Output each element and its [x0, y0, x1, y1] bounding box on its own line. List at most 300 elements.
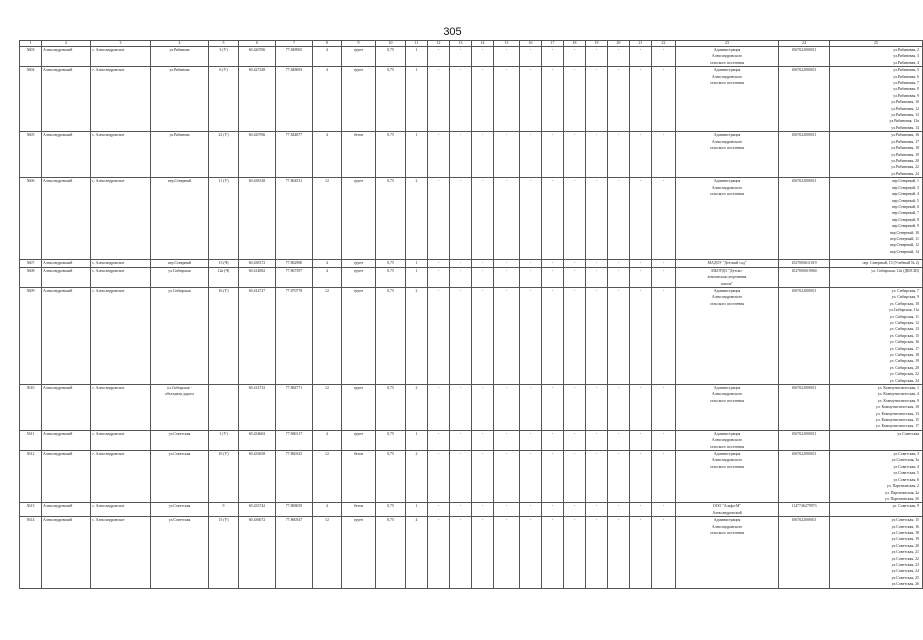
settlement-cell: с. Александровское — [91, 430, 151, 450]
street-cell: ул.Рябинова — [151, 132, 209, 178]
column-22-cell: - — [652, 287, 676, 384]
latitude-cell: 60.429766 — [239, 132, 276, 178]
column-17-cell: - — [542, 178, 564, 260]
owner-cell — [676, 385, 779, 431]
table-row — [20, 517, 923, 588]
cell-line: ул.Советская, 5 — [893, 471, 919, 476]
owner-cell — [676, 132, 779, 178]
column-number-header: 12 — [428, 41, 450, 47]
cell-line: пер. Северный, 13 (Учебный № 2) — [862, 261, 919, 266]
house-cell: 15 (У) — [209, 517, 239, 588]
cell-line: Александровского — [711, 295, 743, 300]
row-number-cell: 5606 — [20, 178, 42, 260]
cell-line: ул. Коммунистическая, 1 — [877, 386, 919, 390]
column-15-cell: - — [494, 451, 520, 503]
street-cell: пер.Северный — [151, 178, 209, 260]
column-number-header: 9 — [342, 41, 376, 47]
owner-cell — [676, 517, 779, 588]
cell-line: ул.Рябиновая, 7 — [893, 81, 919, 86]
cell-line: пер.Северный, 10 — [889, 230, 919, 235]
column-number-header: 6 — [239, 41, 276, 47]
house-cell: 3 (У) — [209, 47, 239, 67]
column-16-cell: - — [520, 178, 542, 260]
ogrn-cell: 1067022000011 — [779, 132, 830, 178]
row-number-cell: 5612 — [20, 451, 42, 503]
column-16-cell: - — [520, 132, 542, 178]
district-cell: Александровский — [42, 260, 91, 267]
cell-line: ул. Коммунистическая, 10 — [875, 405, 919, 410]
cell-line: сельского поселения — [709, 464, 745, 469]
column-13-cell: - — [450, 47, 472, 67]
cell-line: ул.Рябиновая, 20 — [891, 158, 919, 163]
column-14-cell: - — [472, 267, 494, 287]
column-20-cell: - — [608, 287, 630, 384]
column-12-cell: - — [428, 178, 450, 260]
column-number-header: 8 — [313, 41, 342, 47]
cell-line: ул.Рябиновая, 19 — [891, 152, 919, 157]
district-cell: Александровский — [42, 267, 91, 287]
settlement-cell: с. Александровское — [91, 260, 151, 267]
column-18-cell: - — [564, 517, 586, 588]
latitude-cell: 60.436072 — [239, 517, 276, 588]
column-15-cell: - — [494, 132, 520, 178]
column-20-cell: - — [608, 260, 630, 267]
surface-cell: грунт — [342, 385, 376, 431]
cell-line: ул.Рябиновая, 16 — [891, 133, 919, 138]
column-number-header: 15 — [494, 41, 520, 47]
column-21-cell: - — [630, 451, 652, 503]
area-cell: 4 — [313, 503, 342, 517]
cell-line: Администрация — [713, 452, 741, 457]
column-18-cell: - — [564, 67, 586, 132]
column-number-header: 17 — [542, 41, 564, 47]
column-14-cell: - — [472, 178, 494, 260]
column-14-cell: - — [472, 47, 494, 67]
cell-line: сельского поселения — [709, 81, 745, 86]
latitude-cell: 60.438128 — [239, 178, 276, 260]
longitude-cell: 77.864531 — [276, 178, 313, 260]
column-20-cell: - — [608, 132, 630, 178]
district-cell: Александровский — [42, 178, 91, 260]
served-addresses-cell — [830, 67, 923, 132]
area-cell: 12 — [313, 517, 342, 588]
house-cell: 1 (У) — [209, 430, 239, 450]
street-cell: ул.Сибирская — [151, 287, 209, 384]
column-12-cell: - — [428, 67, 450, 132]
district-cell: Александровский — [42, 451, 91, 503]
column-13-cell: - — [450, 287, 472, 384]
cell-line: ул.Советская, 3 — [893, 452, 919, 457]
owner-cell — [676, 178, 779, 260]
column-13-cell: - — [450, 67, 472, 132]
cell-line: ул. Сибирская, 12а (ДЮСШ) — [871, 268, 919, 273]
column-16-cell: - — [520, 287, 542, 384]
longitude-cell: 77.844877 — [276, 132, 313, 178]
column-20-cell: - — [608, 385, 630, 431]
column-12-cell: - — [428, 385, 450, 431]
cell-line: пер.Северный, 1 — [891, 179, 919, 184]
column-19-cell: - — [586, 132, 608, 178]
served-addresses-cell — [830, 267, 923, 287]
surface-cell: грунт — [342, 260, 376, 267]
longitude-cell: 77.860117 — [276, 430, 313, 450]
area-cell: 4 — [313, 430, 342, 450]
row-number-cell: 5610 — [20, 385, 42, 431]
cell-line: ул. Партизанская, 2б — [884, 496, 919, 501]
column-22-cell: - — [652, 451, 676, 503]
column-number-header: 13 — [450, 41, 472, 47]
cell-line: ул.Рябиновая, 3 — [893, 54, 919, 59]
column-17-cell: - — [542, 47, 564, 67]
container-count-cell: 1 — [406, 47, 428, 67]
owner-cell — [676, 260, 779, 267]
latitude-cell: 60.427248 — [239, 67, 276, 132]
column-21-cell: - — [630, 385, 652, 431]
surface-cell: грунт — [342, 67, 376, 132]
area-cell: 4 — [313, 67, 342, 132]
row-number-cell: 5603 — [20, 47, 42, 67]
column-13-cell: - — [450, 451, 472, 503]
column-17-cell: - — [542, 260, 564, 267]
cell-line: ул.Советская, 18 — [891, 530, 919, 535]
latitude-cell: 60.434663 — [239, 430, 276, 450]
cell-line: ул. Партизанская, 2 — [886, 484, 919, 489]
cell-line: ул.Советская, 23 — [891, 562, 919, 567]
column-22-cell: - — [652, 67, 676, 132]
cell-line: ул. Коммунистическая, 9 — [877, 398, 919, 403]
column-21-cell: - — [630, 178, 652, 260]
container-volume-cell: 0,75 — [376, 385, 406, 431]
longitude-cell: 77.867397 — [276, 267, 313, 287]
longitude-cell: 77.860325 — [276, 451, 313, 503]
row-number-cell: 5609 — [20, 287, 42, 384]
table-row — [20, 132, 923, 178]
owner-cell — [676, 267, 779, 287]
column-19-cell: - — [586, 267, 608, 287]
row-number-cell: 5611 — [20, 430, 42, 450]
area-cell: 4 — [313, 47, 342, 67]
ogrn-cell: 1067022000011 — [779, 385, 830, 431]
cell-line: ул.Рябиновая, 10 — [891, 100, 919, 105]
column-19-cell: - — [586, 178, 608, 260]
cell-line: ул. Советская, 9 — [892, 504, 919, 509]
column-13-cell: - — [450, 178, 472, 260]
ogrn-cell: 1027000619060 — [779, 267, 830, 287]
column-number-header: 4 — [151, 41, 209, 47]
ogrn-cell: 1067022000011 — [779, 517, 830, 588]
street-cell — [151, 385, 209, 431]
column-15-cell: - — [494, 260, 520, 267]
column-17-cell: - — [542, 132, 564, 178]
cell-line: пер.Северный, 4 — [891, 192, 919, 197]
cell-line: ул. Сибирская, 18 — [889, 352, 919, 357]
column-20-cell: - — [608, 178, 630, 260]
ogrn-cell: 1067022000011 — [779, 67, 830, 132]
table-row — [20, 451, 923, 503]
cell-line: Администрация — [713, 179, 741, 184]
cell-line: ул.Советская, 26 — [891, 582, 919, 587]
cell-line: ул. Партизанская, 2а — [885, 490, 919, 495]
container-count-cell: 1 — [406, 430, 428, 450]
cell-line: ул.Советская, 24 — [891, 569, 919, 574]
column-19-cell: - — [586, 287, 608, 384]
cell-line: Александровского — [711, 54, 743, 59]
cell-line: ул.Рябиновая, 9 — [893, 93, 919, 98]
district-cell: Александровский — [42, 503, 91, 517]
cell-line: ул.Рябиновая, 18 — [891, 146, 919, 151]
column-12-cell: - — [428, 451, 450, 503]
registry-table — [19, 40, 923, 589]
cell-line: ул. Сибирская, 15 — [889, 333, 919, 338]
street-cell: ул.Рябинова — [151, 47, 209, 67]
column-18-cell: - — [564, 267, 586, 287]
latitude-cell: 60.433658 — [239, 451, 276, 503]
column-16-cell: - — [520, 267, 542, 287]
column-14-cell: - — [472, 451, 494, 503]
column-16-cell: - — [520, 451, 542, 503]
column-16-cell: - — [520, 517, 542, 588]
ogrn-cell: 1067022000011 — [779, 430, 830, 450]
cell-line: ул.Рябиновая, 6 — [893, 74, 919, 79]
owner-cell — [676, 47, 779, 67]
column-15-cell: - — [494, 385, 520, 431]
column-number-header: 16 — [520, 41, 542, 47]
cell-line: ул. Коммунистическая, 17 — [875, 424, 919, 429]
column-21-cell: - — [630, 287, 652, 384]
container-count-cell: 2 — [406, 451, 428, 503]
latitude-cell: 60.414733 — [239, 385, 276, 431]
table-row — [20, 430, 923, 450]
cell-line: ул. Сибирская, 22 — [889, 372, 919, 377]
surface-cell: грунт — [342, 178, 376, 260]
street-cell: ул.Советская — [151, 430, 209, 450]
container-count-cell: 1 — [406, 132, 428, 178]
street-cell: ул.Советская — [151, 517, 209, 588]
district-cell: Александровский — [42, 430, 91, 450]
container-volume-cell: 0,75 — [376, 267, 406, 287]
served-addresses-cell — [830, 430, 923, 450]
column-14-cell: - — [472, 517, 494, 588]
column-13-cell: - — [450, 517, 472, 588]
house-cell: 16 (У) — [209, 287, 239, 384]
container-volume-cell: 0,75 — [376, 287, 406, 384]
settlement-cell: с. Александровское — [91, 67, 151, 132]
column-13-cell: - — [450, 132, 472, 178]
column-21-cell: - — [630, 430, 652, 450]
cell-line: Александровского — [711, 438, 743, 443]
district-cell: Александровский — [42, 517, 91, 588]
column-22-cell: - — [652, 517, 676, 588]
house-cell: 11 (У) — [209, 178, 239, 260]
cell-line: пер.Северный, 11 — [889, 236, 919, 241]
cell-line: Администрация — [713, 518, 741, 523]
column-17-cell: - — [542, 385, 564, 431]
house-cell: 12а (Ч) — [209, 267, 239, 287]
cell-line: пер.Северный, 14 — [889, 249, 919, 254]
column-17-cell: - — [542, 267, 564, 287]
cell-line: Александровского — [711, 392, 743, 397]
cell-line: ул.Рябиновая, 2 — [893, 48, 919, 52]
column-20-cell: - — [608, 503, 630, 517]
column-19-cell: - — [586, 503, 608, 517]
served-addresses-cell — [830, 178, 923, 260]
column-12-cell: - — [428, 287, 450, 384]
served-addresses-cell — [830, 47, 923, 67]
ogrn-cell: 1067022000011 — [779, 451, 830, 503]
cell-line: ул. Сибирская, 24 — [889, 378, 919, 383]
column-number-header: 5 — [209, 41, 239, 47]
area-cell: 12 — [313, 287, 342, 384]
cell-line: пер.Северный, 3 — [891, 185, 919, 190]
cell-line: пер.Северный, 9 — [891, 224, 919, 229]
settlement-cell: с. Александровское — [91, 503, 151, 517]
container-volume-cell: 0,75 — [376, 67, 406, 132]
latitude-cell: 60.414082 — [239, 267, 276, 287]
area-cell: 4 — [313, 260, 342, 267]
column-15-cell: - — [494, 178, 520, 260]
house-cell: 6 (У) — [209, 67, 239, 132]
table-row — [20, 67, 923, 132]
cell-line: ул. Сибирская, 16 — [889, 340, 919, 345]
column-18-cell: - — [564, 260, 586, 267]
column-16-cell: - — [520, 503, 542, 517]
district-cell: Александровский — [42, 132, 91, 178]
column-21-cell: - — [630, 260, 652, 267]
column-16-cell: - — [520, 67, 542, 132]
row-number-cell: 5604 — [20, 67, 42, 132]
container-count-cell: 1 — [406, 67, 428, 132]
served-addresses-cell — [830, 451, 923, 503]
container-volume-cell: 0,75 — [376, 47, 406, 67]
cell-line: ул. Сибирская, 13 — [889, 327, 919, 332]
page-number: 305 — [443, 26, 462, 38]
column-15-cell: - — [494, 430, 520, 450]
served-addresses-cell — [830, 287, 923, 384]
surface-cell: грунт — [342, 47, 376, 67]
longitude-cell: 77.860547 — [276, 517, 313, 588]
column-22-cell: - — [652, 132, 676, 178]
cell-line: ул.Рябиновая, 4 — [893, 60, 919, 65]
column-19-cell: - — [586, 451, 608, 503]
cell-line: ул.Рябиновая, 22 — [891, 165, 919, 170]
container-volume-cell: 0,75 — [376, 430, 406, 450]
column-22-cell: - — [652, 385, 676, 431]
cell-line: ул.Рябиновая, 17 — [891, 139, 919, 144]
settlement-cell: с. Александровское — [91, 451, 151, 503]
container-count-cell: 2 — [406, 385, 428, 431]
container-count-cell: 2 — [406, 287, 428, 384]
owner-cell — [676, 430, 779, 450]
cell-line: ул. Сибирская, 11 — [889, 314, 919, 319]
container-volume-cell: 0,75 — [376, 503, 406, 517]
cell-line: Александровский — [712, 510, 742, 515]
column-12-cell: - — [428, 430, 450, 450]
surface-cell: грунт — [342, 287, 376, 384]
area-cell: 12 — [313, 451, 342, 503]
column-18-cell: - — [564, 178, 586, 260]
cell-line: ул. Сибирская, 17 — [889, 346, 919, 351]
served-addresses-cell — [830, 385, 923, 431]
cell-line: сельского поселения — [709, 398, 745, 403]
container-volume-cell: 0,75 — [376, 178, 406, 260]
column-number-header: 11 — [406, 41, 428, 47]
cell-line: пер.Северный, 7 — [891, 211, 919, 216]
column-18-cell: - — [564, 385, 586, 431]
cell-line: ул.Сибирская - — [167, 386, 192, 390]
longitude-cell: 77.870778 — [276, 287, 313, 384]
table-body — [20, 47, 923, 589]
longitude-cell: 77.884771 — [276, 385, 313, 431]
ogrn-cell: 1027000611019 — [779, 260, 830, 267]
column-16-cell: - — [520, 430, 542, 450]
column-21-cell: - — [630, 267, 652, 287]
street-cell: ул.Сибирская — [151, 267, 209, 287]
column-14-cell: - — [472, 385, 494, 431]
column-12-cell: - — [428, 132, 450, 178]
settlement-cell: с. Александровское — [91, 517, 151, 588]
cell-line: Александровского — [711, 185, 743, 190]
house-cell: 10 (У) — [209, 451, 239, 503]
latitude-cell: 60.433742 — [239, 503, 276, 517]
column-number-header: 3 — [91, 41, 151, 47]
column-17-cell: - — [542, 287, 564, 384]
cell-line: Александровского — [711, 524, 743, 529]
column-16-cell: - — [520, 385, 542, 431]
column-21-cell: - — [630, 132, 652, 178]
served-addresses-cell — [830, 260, 923, 267]
container-count-cell: 4 — [406, 517, 428, 588]
street-cell: пер Северный — [151, 260, 209, 267]
column-14-cell: - — [472, 503, 494, 517]
cell-line: Администрация — [713, 386, 741, 390]
settlement-cell: с. Александровское — [91, 178, 151, 260]
column-number-header: 24 — [779, 41, 830, 47]
cell-line: ул.Рябиновая, 12 — [891, 106, 919, 111]
cell-line: сельского поселения — [709, 146, 745, 151]
column-15-cell: - — [494, 67, 520, 132]
cell-line: объездная дорога — [165, 392, 194, 397]
column-18-cell: - — [564, 430, 586, 450]
container-volume-cell: 0,75 — [376, 451, 406, 503]
column-18-cell: - — [564, 287, 586, 384]
column-number-header: 22 — [652, 41, 676, 47]
column-19-cell: - — [586, 430, 608, 450]
column-18-cell: - — [564, 47, 586, 67]
ogrn-cell: 1147746279973 — [779, 503, 830, 517]
column-16-cell: - — [520, 260, 542, 267]
street-cell: ул.Рябинова — [151, 67, 209, 132]
cell-line: пер.Северный, 8 — [891, 217, 919, 222]
cell-line: ул. Сибирская, 10 — [889, 301, 919, 306]
column-20-cell: - — [608, 47, 630, 67]
column-20-cell: - — [608, 67, 630, 132]
column-17-cell: - — [542, 430, 564, 450]
column-21-cell: - — [630, 67, 652, 132]
column-19-cell: - — [586, 47, 608, 67]
owner-cell — [676, 451, 779, 503]
column-18-cell: - — [564, 451, 586, 503]
column-15-cell: - — [494, 47, 520, 67]
district-cell: Александровский — [42, 385, 91, 431]
column-12-cell: - — [428, 47, 450, 67]
settlement-cell: с. Александровское — [91, 267, 151, 287]
cell-line: ООО "Альфа-М" — [712, 504, 742, 509]
cell-line: ул.Советская, 22 — [891, 556, 919, 561]
latitude-cell: 60.438172 — [239, 260, 276, 267]
cell-line: Администрация — [713, 48, 741, 52]
house-cell — [209, 385, 239, 431]
district-cell: Александровский — [42, 287, 91, 384]
